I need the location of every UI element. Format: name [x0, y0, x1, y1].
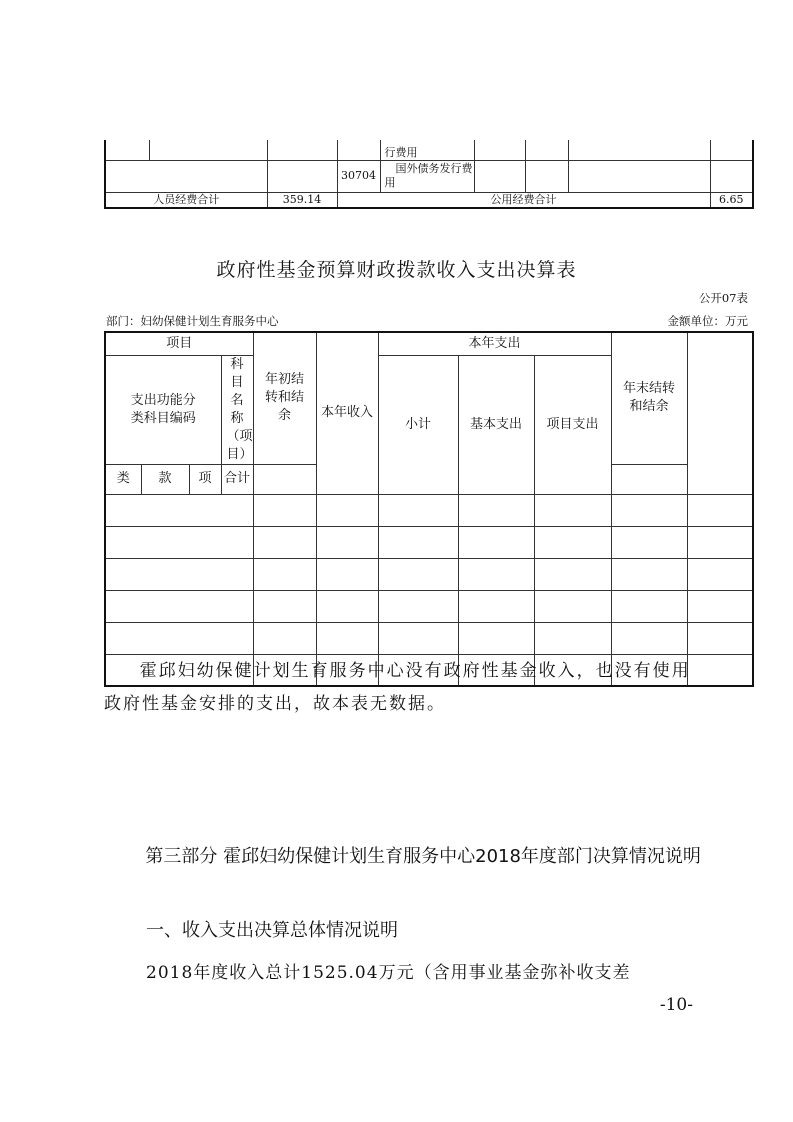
cell	[458, 526, 534, 558]
cell	[710, 140, 753, 160]
cell	[267, 140, 337, 160]
cell	[687, 526, 753, 558]
cell	[687, 622, 753, 654]
personnel-total-label: 人员经费合计	[105, 192, 267, 208]
header-subject-name: 科目名称（项目）	[221, 355, 253, 464]
cell	[253, 494, 316, 526]
header-kuan: 款	[141, 464, 189, 494]
cell	[534, 622, 611, 654]
cell	[378, 590, 458, 622]
cell	[568, 140, 710, 160]
header-row	[105, 332, 753, 355]
cell	[253, 558, 316, 590]
table-row	[105, 558, 753, 590]
cell	[316, 558, 378, 590]
header-total: 合计	[221, 464, 253, 494]
cell	[337, 140, 380, 160]
cell	[458, 494, 534, 526]
department-label: 部门：妇幼保健计划生育服务中心	[106, 314, 279, 328]
cell	[534, 558, 611, 590]
cell	[687, 558, 753, 590]
cell	[253, 590, 316, 622]
cell	[378, 494, 458, 526]
cell	[534, 526, 611, 558]
subheading: 一、收入支出决算总体情况说明	[146, 920, 398, 941]
cell	[474, 140, 525, 160]
cell	[611, 558, 687, 590]
cell	[534, 590, 611, 622]
header-end-balance: 年末结转和结余	[611, 332, 687, 464]
header-project: 项目支出	[534, 355, 611, 494]
cell	[687, 494, 753, 526]
cell	[105, 526, 253, 558]
cell	[105, 558, 253, 590]
cell	[316, 622, 378, 654]
cell	[267, 160, 337, 192]
public-total-label: 公用经费合计	[337, 192, 710, 208]
totals-row	[105, 192, 753, 208]
public-total-value: 6.65	[710, 192, 753, 208]
cell	[611, 526, 687, 558]
cell	[525, 160, 568, 192]
cell	[611, 494, 687, 526]
header-subtotal: 小计	[378, 355, 458, 494]
cell	[378, 622, 458, 654]
cell	[316, 590, 378, 622]
cell	[149, 140, 267, 160]
cell	[568, 160, 710, 192]
basic-expense-table-tail	[104, 140, 754, 209]
item-name-cell: 行费用	[380, 140, 474, 160]
cell	[316, 526, 378, 558]
header-func-code: 支出功能分类科目编码	[105, 355, 221, 464]
header-expense-group: 本年支出	[378, 332, 611, 355]
cell	[105, 622, 253, 654]
item-name-cell: 国外债务发行费用	[380, 160, 474, 192]
cell	[710, 160, 753, 192]
personnel-total-value: 359.14	[267, 192, 337, 208]
table-row	[105, 140, 753, 160]
header-basic: 基本支出	[458, 355, 534, 494]
header-item: 项目	[105, 332, 253, 355]
header-lei: 类	[105, 464, 141, 494]
table-number: 公开07表	[698, 291, 748, 305]
cell	[253, 526, 316, 558]
body-text: 2018年度收入总计1525.04万元（含用事业基金弥补收支差	[146, 963, 631, 983]
cell	[458, 558, 534, 590]
table-row	[105, 622, 753, 654]
gov-fund-table	[104, 331, 754, 687]
cell	[105, 160, 267, 192]
table-row	[105, 494, 753, 526]
cell	[687, 590, 753, 622]
page-number: -10-	[659, 995, 693, 1015]
table-row	[105, 590, 753, 622]
no-data-note: 霍邱妇幼保健计划生育服务中心没有政府性基金收入，也没有使用政府性基金安排的支出，故本表无数据。	[104, 661, 691, 714]
cell	[611, 590, 687, 622]
item-code-cell: 30704	[337, 160, 380, 192]
cell	[253, 622, 316, 654]
table-row	[105, 526, 753, 558]
cell	[316, 494, 378, 526]
header-xiang: 项	[189, 464, 221, 494]
unit-label: 金额单位：万元	[667, 314, 748, 328]
cell	[611, 622, 687, 654]
table-title: 政府性基金预算财政拨款收入支出决算表	[216, 259, 577, 281]
cell	[474, 160, 525, 192]
table-row	[105, 160, 753, 192]
cell	[525, 140, 568, 160]
cell	[534, 494, 611, 526]
cell	[458, 590, 534, 622]
section-title: 第三部分 霍邱妇幼保健计划生育服务中心2018年度部门决算情况说明	[145, 846, 701, 867]
cell	[611, 464, 687, 494]
cell	[378, 526, 458, 558]
header-begin-balance: 年初结转和结余	[253, 332, 316, 464]
cell	[253, 464, 316, 494]
cell	[458, 622, 534, 654]
header-income: 本年收入	[316, 332, 378, 494]
cell	[378, 558, 458, 590]
cell	[105, 494, 253, 526]
cell	[105, 590, 253, 622]
cell	[105, 140, 149, 160]
